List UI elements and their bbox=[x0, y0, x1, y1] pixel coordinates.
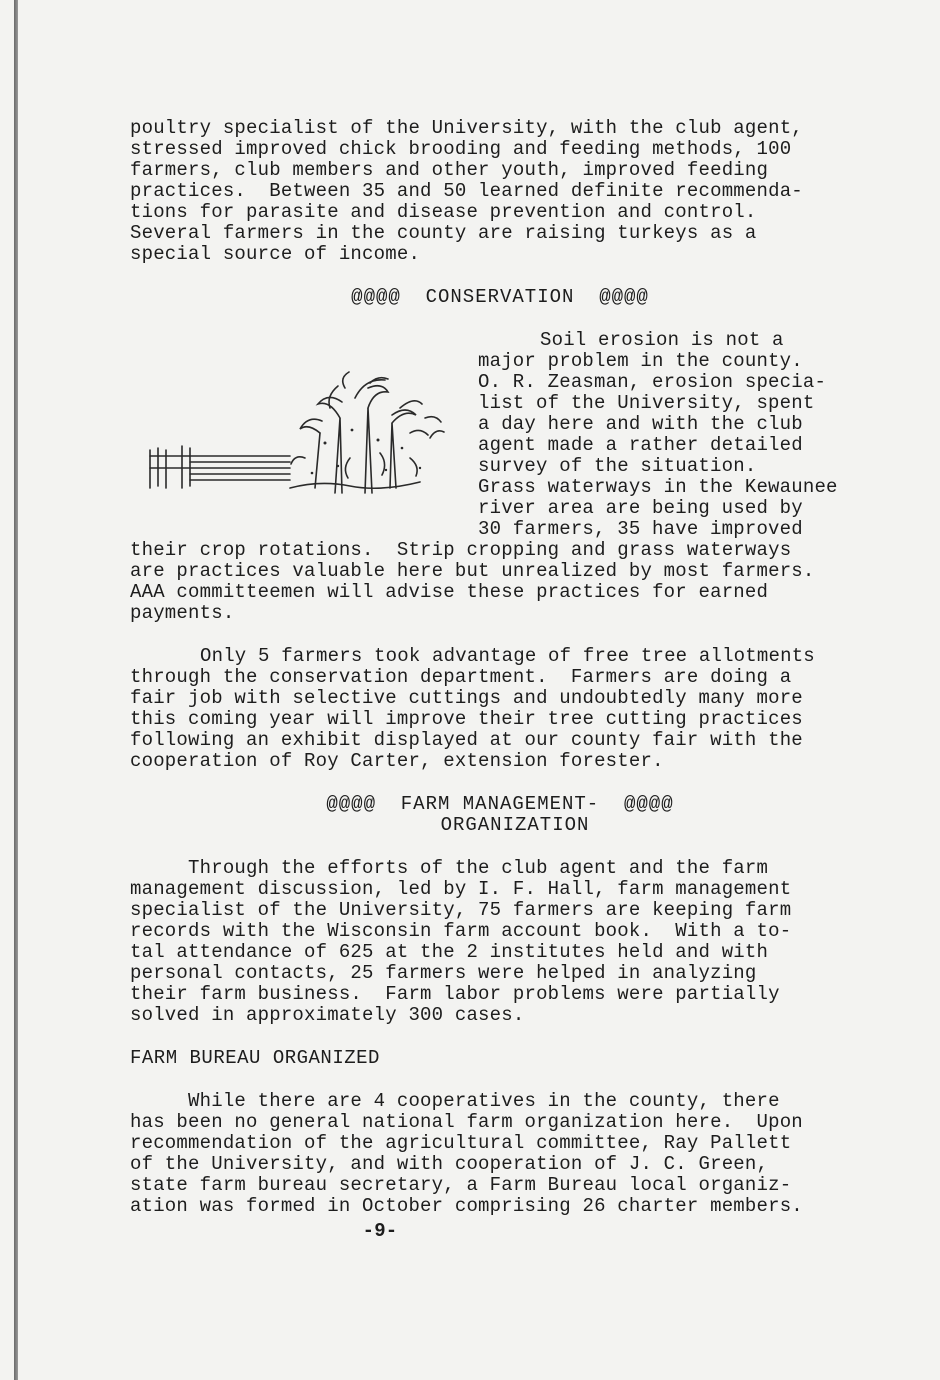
text-line: cooperation of Roy Carter, extension forester. bbox=[130, 750, 664, 772]
conservation-section bbox=[130, 330, 870, 540]
text-line: recommendation of the agricultural committee, Ray Pallett bbox=[130, 1132, 792, 1154]
text-line: poultry specialist of the University, with the club agent, bbox=[130, 117, 803, 139]
text-line: survey of the situation. bbox=[478, 455, 757, 477]
document-page bbox=[130, 118, 870, 1242]
text-line: specialist of the University, 75 farmers are keeping farm bbox=[130, 899, 792, 921]
text-line: their crop rotations. Strip cropping and grass waterways bbox=[130, 539, 792, 561]
farm-management-paragraph bbox=[130, 858, 870, 1026]
farm-management-heading: @@@@ FARM MANAGEMENT- @@@@ bbox=[326, 793, 674, 815]
text-line: river area are being used by bbox=[478, 497, 803, 519]
text-line: records with the Wisconsin farm account book. With a to- bbox=[130, 920, 792, 942]
text-line: agent made a rather detailed bbox=[478, 434, 803, 456]
farm-bureau-paragraph bbox=[130, 1091, 870, 1217]
text-line: of the University, and with cooperation of J. C. Green, bbox=[130, 1153, 769, 1175]
poultry-paragraph bbox=[130, 118, 870, 265]
text-line: tal attendance of 625 at the 2 institutes held and with bbox=[130, 941, 769, 963]
text-line: While there are 4 cooperatives in the county, there bbox=[130, 1090, 780, 1112]
text-line: a day here and with the club bbox=[478, 413, 803, 435]
text-line: their farm business. Farm labor problems were partially bbox=[130, 983, 780, 1005]
text-line: tions for parasite and disease prevention and control. bbox=[130, 201, 757, 223]
text-line: AAA committeemen will advise these practices for earned bbox=[130, 581, 769, 603]
text-line: Through the efforts of the club agent and the farm bbox=[130, 857, 769, 879]
text-line: following an exhibit displayed at our county fair with the bbox=[130, 729, 803, 751]
text-line: state farm bureau secretary, a Farm Bureau local organiz- bbox=[130, 1174, 792, 1196]
text-line: practices. Between 35 and 50 learned definite recommenda- bbox=[130, 180, 803, 202]
text-line: management discussion, led by I. F. Hall, farm management bbox=[130, 878, 792, 900]
text-line: are practices valuable here but unrealized by most farmers. bbox=[130, 560, 815, 582]
conservation-paragraph-continued bbox=[130, 540, 870, 624]
text-line: Only 5 farmers took advantage of free tree allotments bbox=[200, 645, 815, 667]
farm-management-heading-subline: ORGANIZATION bbox=[440, 814, 590, 836]
tree-allotment-paragraph bbox=[130, 646, 870, 772]
text-line: fair job with selective cuttings and undoubtedly many more bbox=[130, 687, 803, 709]
text-line: this coming year will improve their tree cutting practices bbox=[130, 708, 803, 730]
page-number: -9- bbox=[362, 1220, 398, 1242]
text-line: has been no general national farm organization here. Upon bbox=[130, 1111, 803, 1133]
text-line: solved in approximately 300 cases. bbox=[130, 1004, 525, 1026]
text-line: Soil erosion is not a bbox=[540, 329, 784, 351]
text-line: special source of income. bbox=[130, 243, 421, 265]
text-line: farmers, club members and other youth, improved feeding bbox=[130, 159, 769, 181]
farm-landscape-illustration bbox=[90, 338, 470, 498]
text-line: ation was formed in October comprising 26 charter members. bbox=[130, 1195, 803, 1217]
text-line: O. R. Zeasman, erosion specia- bbox=[478, 371, 827, 393]
text-line: 30 farmers, 35 have improved bbox=[478, 518, 803, 540]
text-line: major problem in the county. bbox=[478, 350, 803, 372]
binding-edge-rule bbox=[14, 0, 18, 1380]
text-line: Several farmers in the county are raising turkeys as a bbox=[130, 222, 757, 244]
farm-bureau-heading: FARM BUREAU ORGANIZED bbox=[130, 1047, 380, 1069]
text-line: stressed improved chick brooding and feeding methods, 100 bbox=[130, 138, 792, 160]
text-line: Grass waterways in the Kewaunee bbox=[478, 476, 838, 498]
conservation-heading: @@@@ CONSERVATION @@@@ bbox=[351, 286, 649, 308]
text-line: payments. bbox=[130, 602, 235, 624]
text-line: through the conservation department. Farmers are doing a bbox=[130, 666, 792, 688]
text-line: list of the University, spent bbox=[478, 392, 815, 414]
text-line: personal contacts, 25 farmers were helped in analyzing bbox=[130, 962, 757, 984]
